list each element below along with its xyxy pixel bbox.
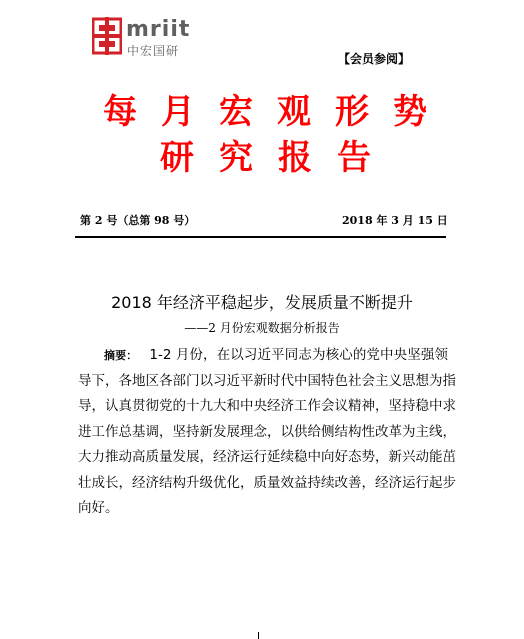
abstract-paragraph: [78, 343, 456, 522]
issue-date: 2018 年 3 月 15 日: [342, 214, 448, 227]
page-marker: [258, 632, 259, 639]
abstract-line: 向好。: [78, 500, 119, 516]
article-subtitle: ——2 月份宏观数据分析报告: [184, 321, 340, 335]
abstract-line: 壮成长，经济结构升级优化，质量效益持续改善，经济运行起步: [78, 474, 456, 491]
mriit-logo: [92, 17, 194, 57]
report-title-line-1: 每月宏观形势: [103, 92, 451, 132]
member-tag: 【会员参阅】: [338, 52, 411, 66]
abstract-line: 导下，各地区各部门以习近平新时代中国特色社会主义思想为指: [78, 372, 456, 389]
abstract-label: 摘要：: [104, 349, 138, 362]
abstract-line: 大力推动高质量发展，经济运行延续稳中向好态势，新兴动能茁: [78, 449, 456, 465]
logo-wordmark: mriit: [126, 17, 191, 42]
report-title-line-2: 研究报告: [160, 138, 396, 178]
article-headline: 2018 年经济平稳起步，发展质量不断提升: [111, 293, 413, 312]
abstract-line-text: 1-2 月份，在以习近平同志为核心的党中央坚强领: [149, 347, 449, 363]
header-divider: [75, 236, 446, 238]
abstract-line: [78, 343, 448, 369]
abstract-line: 导，认真贯彻党的十九大和中央经济工作会议精神，坚持稳中求: [78, 398, 456, 414]
mriit-logo-icon: [92, 17, 122, 55]
issue-number: 第 2 号（总第 98 号）: [80, 214, 196, 227]
logo-chinese-name: 中宏国研: [127, 44, 180, 58]
abstract-line: 进工作总基调，坚持新发展理念，以供给侧结构性改革为主线，: [78, 423, 456, 440]
